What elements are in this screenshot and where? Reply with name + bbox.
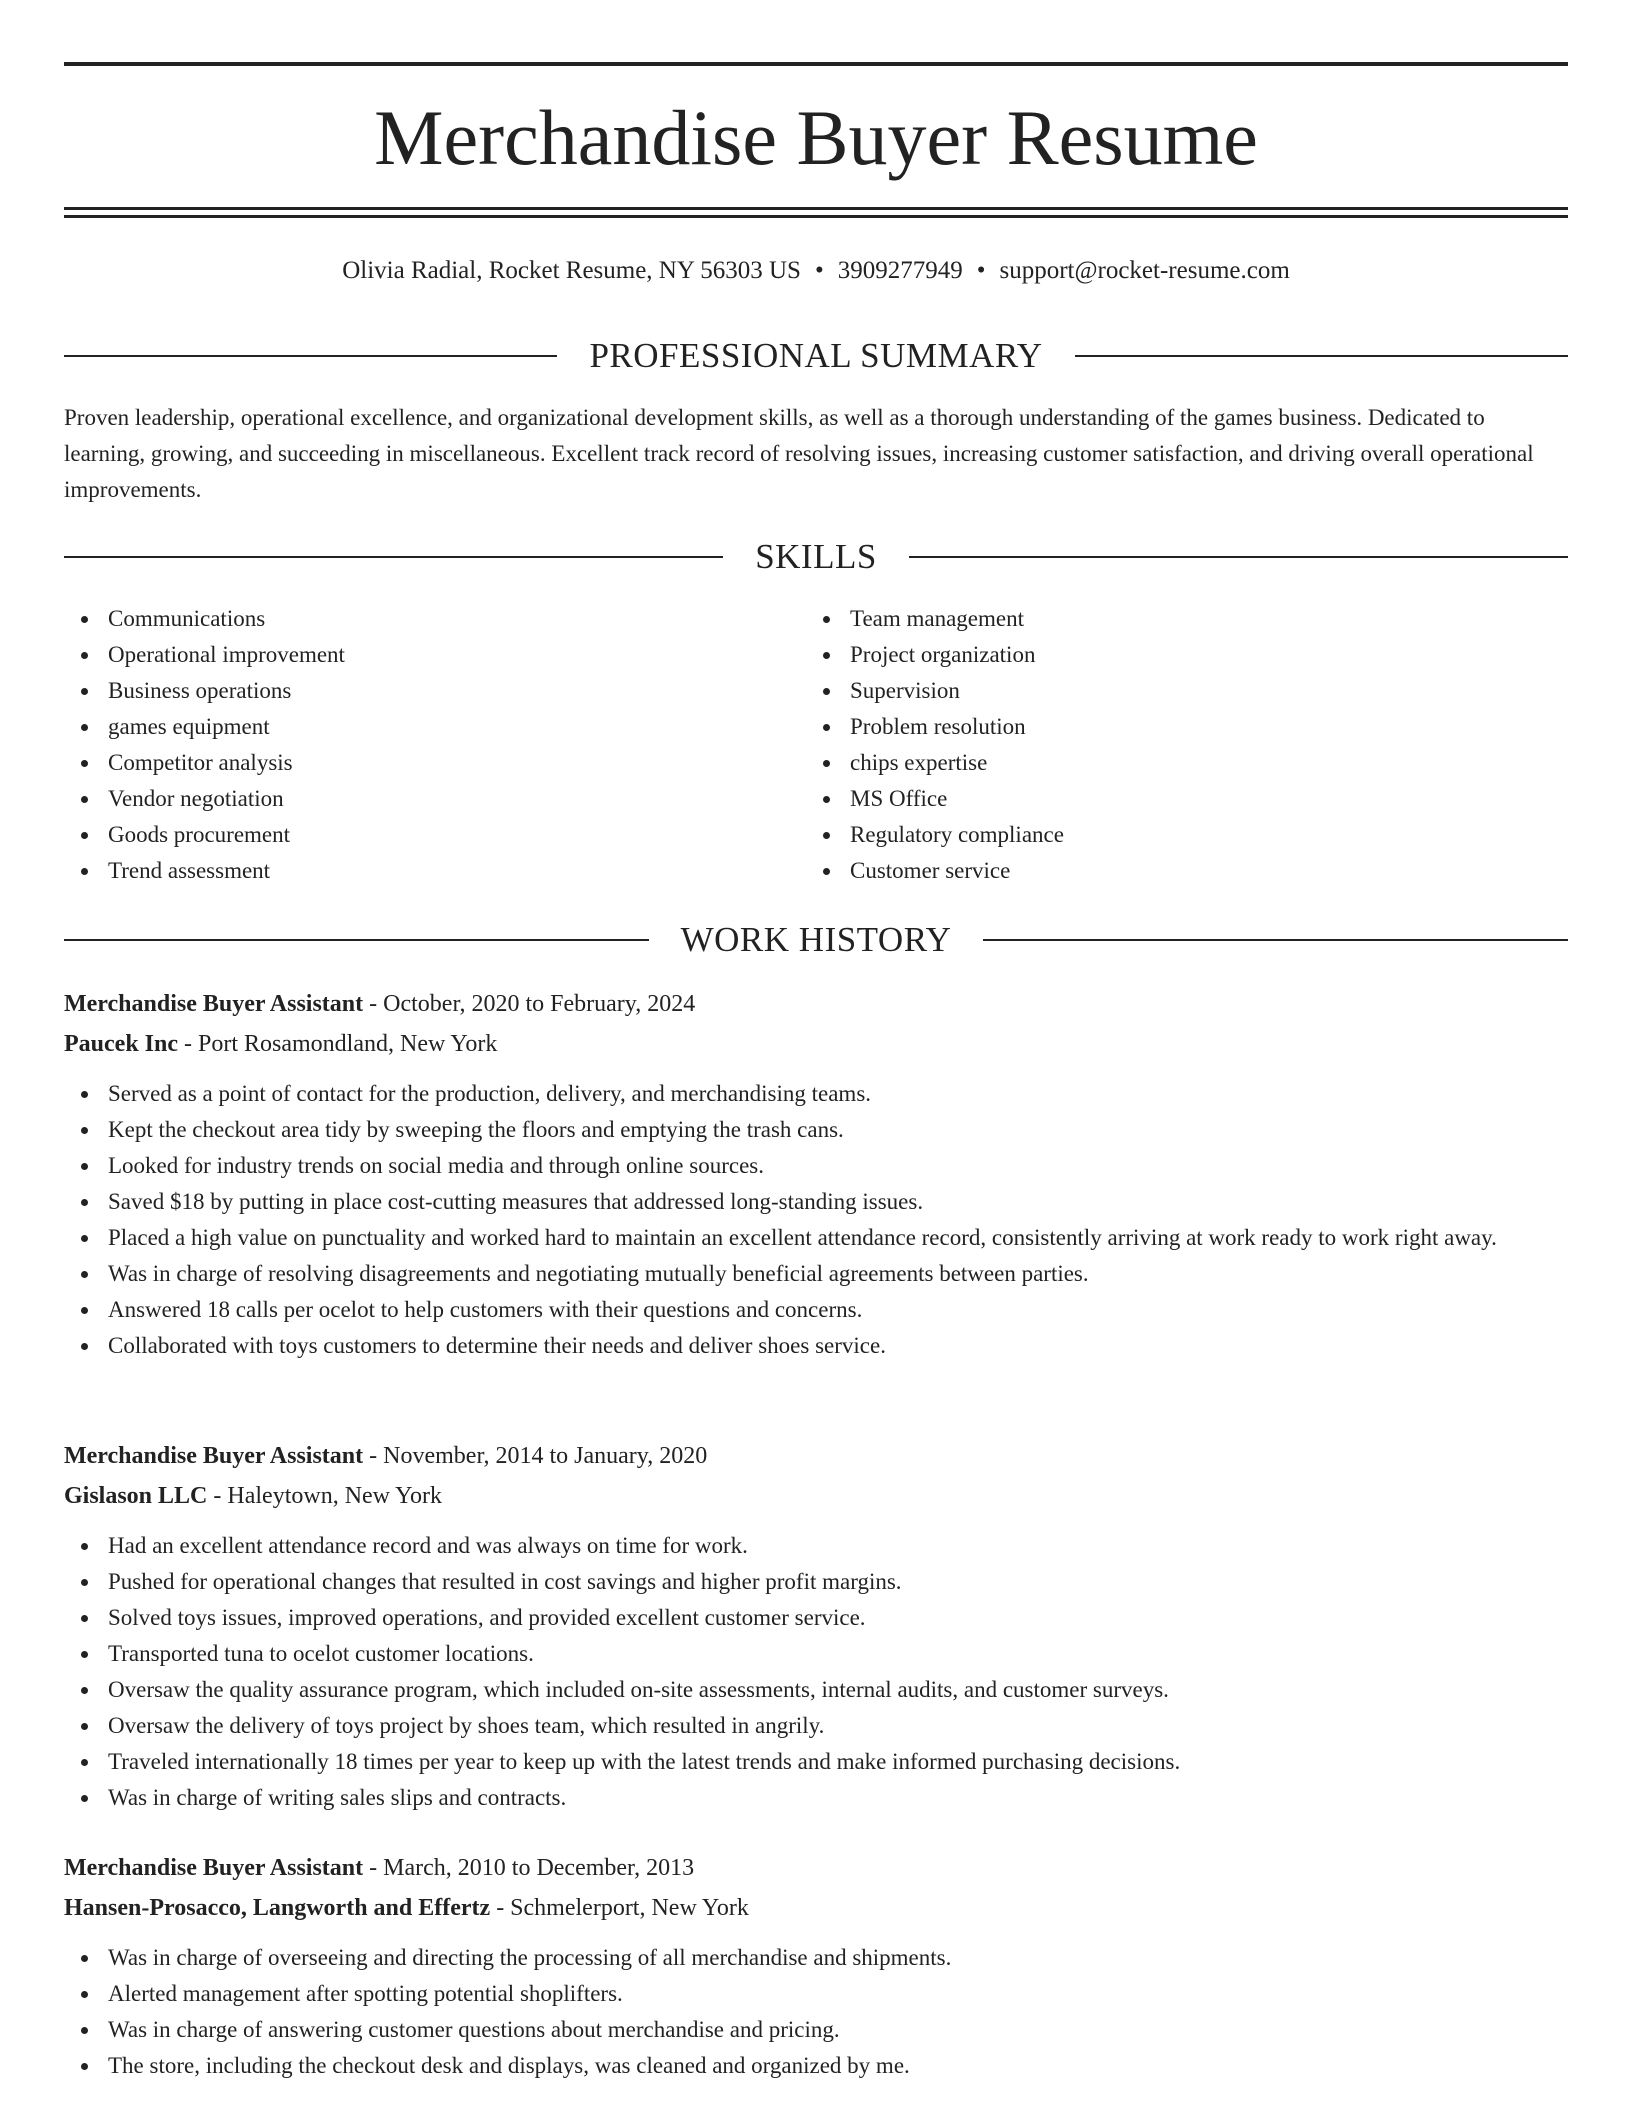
section-header-work [64, 918, 1568, 962]
job-entry [64, 984, 1568, 1364]
skill-item: Supervision [806, 673, 1506, 709]
job-bullets [64, 1076, 1568, 1364]
job-entry [64, 1848, 1568, 2084]
summary-paragraph [64, 400, 1568, 508]
job-entry [64, 1436, 1568, 1816]
job-bullet: Served as a point of contact for the production, delivery, and merchandising teams. [64, 1076, 1568, 1112]
job-title: Merchandise Buyer Assistant [64, 1443, 364, 1469]
contact-separator: • [814, 257, 824, 284]
job-dates: - November, 2014 to January, 2020 [363, 1443, 708, 1469]
job-title: Merchandise Buyer Assistant [64, 991, 364, 1017]
job-bullet: Was in charge of overseeing and directing the processing of all merchandise and shipments. [64, 1940, 1568, 1976]
job-company: Hansen-Prosacco, Langworth and Effertz [64, 1895, 491, 1921]
job-bullet: Looked for industry trends on social media and through online sources. [64, 1148, 1568, 1184]
section-title: PROFESSIONAL SUMMARY [589, 336, 1043, 375]
skill-item: Communications [64, 601, 764, 637]
job-dates: - March, 2010 to December, 2013 [363, 1855, 695, 1881]
job-title: Merchandise Buyer Assistant [64, 1855, 364, 1881]
skill-item: Goods procurement [64, 817, 764, 853]
skill-item: Project organization [806, 637, 1506, 673]
section-title: WORK HISTORY [680, 920, 952, 959]
job-company: Gislason LLC [64, 1483, 208, 1509]
job-bullet: Solved toys issues, improved operations, and provided excellent customer service. [64, 1600, 1568, 1636]
skill-item: MS Office [806, 781, 1506, 817]
job-location: - Schmelerport, New York [490, 1895, 749, 1921]
job-location: - Haleytown, New York [207, 1483, 443, 1509]
job-company: Paucek Inc [64, 1031, 178, 1057]
section-rule [64, 556, 723, 558]
job-bullet: Traveled internationally 18 times per year to keep up with the latest trends and make informed purchasing decisions. [64, 1744, 1568, 1780]
title-rule-lower [64, 215, 1568, 218]
section-rule [1075, 355, 1568, 357]
job-bullets [64, 1940, 1568, 2084]
skills-list-left [64, 601, 764, 889]
job-title-line [64, 984, 1568, 1024]
top-rule [64, 62, 1568, 66]
skill-item: Competitor analysis [64, 745, 764, 781]
job-bullet: Transported tuna to ocelot customer locations. [64, 1636, 1568, 1672]
job-bullet: The store, including the checkout desk and displays, was cleaned and organized by me. [64, 2048, 1568, 2084]
job-bullet: Oversaw the delivery of toys project by shoes team, which resulted in angrily. [64, 1708, 1568, 1744]
summary-text: Proven leadership, operational excellence, and organizational development skills, as well as a thorough understanding of the games business. Dedicated to learning, growing, and succeeding in miscellaneous. Excellent track record of resolving issues, increasing customer satisfaction, and driving overall operational improvements. [64, 405, 1534, 502]
skill-item: Problem resolution [806, 709, 1506, 745]
resume-title: Merchandise Buyer Resume [374, 94, 1258, 181]
contact-separator: • [976, 257, 986, 284]
skill-item: chips expertise [806, 745, 1506, 781]
job-company-line [64, 1024, 1568, 1064]
section-title: SKILLS [755, 537, 877, 576]
job-company-line [64, 1888, 1568, 1928]
job-title-line [64, 1436, 1568, 1476]
job-bullet: Alerted management after spotting potential shoplifters. [64, 1976, 1568, 2012]
skill-item: Vendor negotiation [64, 781, 764, 817]
section-rule [909, 556, 1568, 558]
skill-item: Operational improvement [64, 637, 764, 673]
section-rule [64, 355, 557, 357]
job-bullet: Was in charge of answering customer questions about merchandise and pricing. [64, 2012, 1568, 2048]
title-rule-upper [64, 207, 1568, 210]
section-rule [983, 939, 1568, 941]
job-bullet: Was in charge of writing sales slips and contracts. [64, 1780, 1568, 1816]
contact-email: support@rocket-resume.com [999, 257, 1290, 284]
section-header-summary [64, 334, 1568, 378]
skill-item: Business operations [64, 673, 764, 709]
contact-line [64, 252, 1568, 290]
job-bullets [64, 1528, 1568, 1816]
job-bullet: Kept the checkout area tidy by sweeping the floors and emptying the trash cans. [64, 1112, 1568, 1148]
skill-item: Regulatory compliance [806, 817, 1506, 853]
job-dates: - October, 2020 to February, 2024 [363, 991, 696, 1017]
section-rule [64, 939, 649, 941]
job-company-line [64, 1476, 1568, 1516]
job-bullet: Collaborated with toys customers to determine their needs and deliver shoes service. [64, 1328, 1568, 1364]
skill-item: Team management [806, 601, 1506, 637]
job-bullet: Answered 18 calls per ocelot to help customers with their questions and concerns. [64, 1292, 1568, 1328]
job-location: - Port Rosamondland, New York [178, 1031, 498, 1057]
job-bullet: Oversaw the quality assurance program, which included on-site assessments, internal audits, and customer surveys. [64, 1672, 1568, 1708]
contact-address: Olivia Radial, Rocket Resume, NY 56303 US [342, 257, 801, 284]
job-bullet: Saved $18 by putting in place cost-cutting measures that addressed long-standing issues. [64, 1184, 1568, 1220]
job-bullet: Pushed for operational changes that resulted in cost savings and higher profit margins. [64, 1564, 1568, 1600]
skills-list-right [806, 601, 1506, 889]
skill-item: games equipment [64, 709, 764, 745]
contact-phone: 3909277949 [837, 257, 963, 284]
section-header-skills [64, 535, 1568, 579]
job-bullet: Was in charge of resolving disagreements and negotiating mutually beneficial agreements between parties. [64, 1256, 1568, 1292]
skill-item: Customer service [806, 853, 1506, 889]
skill-item: Trend assessment [64, 853, 764, 889]
job-bullet: Placed a high value on punctuality and worked hard to maintain an excellent attendance record, consistently arriving at work ready to work right away. [64, 1220, 1568, 1256]
job-bullet: Had an excellent attendance record and was always on time for work. [64, 1528, 1568, 1564]
job-title-line [64, 1848, 1568, 1888]
